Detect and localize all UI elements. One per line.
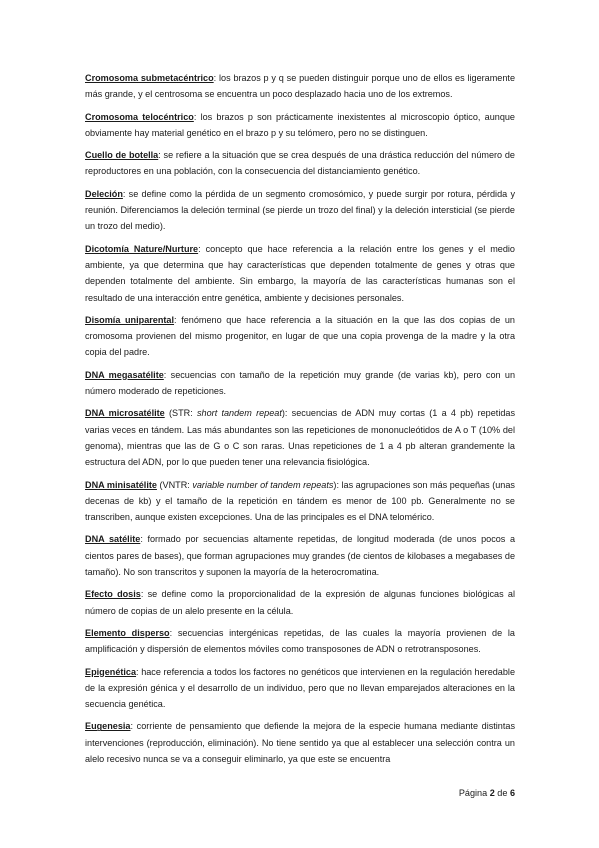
glossary-definition: : concepto que hace referencia a la relación entre los genes y el medio ambiente, ya que determina que hay características que dependen totalmente de genes y otras que dependen totalmente del ambiente. Sin embargo, la mayoría de las características humanas son el resultado de una interacción entre genética, ambiente y decisiones personales. [85, 243, 515, 303]
glossary-definition: : hace referencia a todos los factores no genéticos que intervienen en la regulación heredable de la expresión génica y el desarrollo de un individuo, pero que no llevan emparejados alteraciones en la secuencia genética. [85, 666, 515, 710]
total-pages-number: 6 [509, 788, 515, 798]
glossary-entry [85, 718, 515, 767]
glossary-entry [85, 405, 515, 470]
glossary-definition: : secuencias intergénicas repetidas, de las cuales la mayoría provienen de la amplificación y dispersión de elementos móviles como transposones de ADN o retrotransposones. [85, 627, 515, 655]
glossary-term: Cromosoma submetacéntrico [85, 73, 214, 83]
glossary-term: Dicotomía Nature/Nurture [85, 243, 199, 254]
current-page-number: 2 [489, 788, 495, 798]
glossary-term: DNA microsatélite [85, 408, 165, 419]
page-of-label: de [497, 788, 508, 798]
glossary-term: Epigenética [85, 666, 137, 677]
glossary-entry [85, 477, 515, 526]
glossary-entry [85, 586, 515, 619]
glossary-entry [85, 312, 515, 361]
glossary-definition: ): las agrupaciones son más pequeñas (unas decenas de kb) y el tamaño de la repetición en tándem es menor de 100 pb. Generalmente no se transcriben, aunque existen excepciones. Una de las principales es el DNA telomérico. [85, 479, 515, 523]
glossary-entry [85, 625, 515, 658]
glossary-term: Eugenesia [85, 721, 131, 732]
glossary-english-term: short tandem repeat [197, 408, 282, 419]
glossary-entry [85, 241, 515, 306]
glossary-definition: : formado por secuencias altamente repetidas, de longitud moderada (de unos pocos a cientos pares de bases), que forman agrupaciones muy grandes (de cientos de kilobases a megabases de tamaño). No son transcritos y suponen la mayoría de la heterocromatina. [85, 534, 515, 578]
glossary-entry [85, 70, 515, 103]
glossary-definition: : los brazos p y q se pueden distinguir porque uno de ellos es ligeramente más grande, y el centrosoma se encuentra un poco desplazado hacia uno de los extremos. [85, 73, 516, 100]
glossary-entry [85, 531, 515, 580]
glossary-entry [85, 186, 515, 235]
page-footer [85, 788, 515, 798]
glossary-definition: : los brazos p son prácticamente inexistentes al microscopio óptico, aunque obviamente hay material genético en el brazo p y su telómero, pero no se distinguen. [85, 111, 515, 138]
glossary-term: Disomía uniparental [85, 314, 175, 325]
glossary-definition: : se refiere a la situación que se crea después de una drástica reducción del número de reproductores en una población, con la consecuencia del distanciamiento genético. [85, 150, 515, 177]
glossary-entry [85, 367, 515, 400]
glossary-english-term: variable number of tandem repeats [192, 479, 334, 490]
glossary-definition: (VNTR: [156, 479, 193, 490]
glossary-term: Elemento disperso [85, 627, 170, 638]
glossary-definition: (STR: [164, 408, 197, 419]
glossary-term: DNA minisatélite [85, 479, 157, 490]
glossary-definition: : se define como la proporcionalidad de la expresión de algunas funciones biológicas al número de copias de un alelo presente en la célula. [85, 589, 515, 616]
glossary-entry [85, 147, 515, 180]
document-body [85, 70, 515, 773]
glossary-entry [85, 664, 515, 713]
glossary-definition: : fenómeno que hace referencia a la situación en la que las dos copias de un cromosoma provienen del mismo progenitor, en lugar de que una copia provenga de la madre y la otra copia del padre. [85, 314, 515, 358]
glossary-definition: : secuencias con tamaño de la repetición muy grande (de varias kb), pero con un número moderado de repeticiones. [85, 369, 515, 397]
glossary-definition: ): secuencias de ADN muy cortas (1 a 4 pb) repetidas varias veces en tándem. Las más abundantes son las repeticiones de mononucleótidos de A o T (10% del genoma), mientras que las de G o C son raras. Unas repeticiones de 1 a 4 pb alteran grandemente la estructura del ADN, por lo que pueden tener una relevancia fisiológica. [85, 408, 516, 468]
glossary-term: Cromosoma telocéntrico [85, 111, 194, 122]
glossary-definition: : corriente de pensamiento que defiende la mejora de la especie humana mediante distintas intervenciones (reproducción, eliminación). No tiene sentido ya que al establecer una selección contra un alelo recesivo nunca se va a conseguir eliminarlo, ya que este se encuentra [85, 721, 515, 764]
glossary-entry [85, 109, 515, 142]
glossary-term: Cuello de botella [85, 150, 159, 161]
glossary-definition: : se define como la pérdida de un segmento cromosómico, y puede surgir por rotura, pérdida y reunión. Diferenciamos la deleción terminal (se pierde un trozo del final) y la deleción intersticial (se pierde un trozo del medio). [85, 188, 515, 232]
glossary-term: Efecto dosis [85, 589, 141, 600]
glossary-term: DNA megasatélite [85, 369, 164, 380]
glossary-term: DNA satélite [85, 534, 141, 545]
glossary-term: Deleción [85, 188, 123, 199]
page-label: Página [458, 788, 488, 798]
